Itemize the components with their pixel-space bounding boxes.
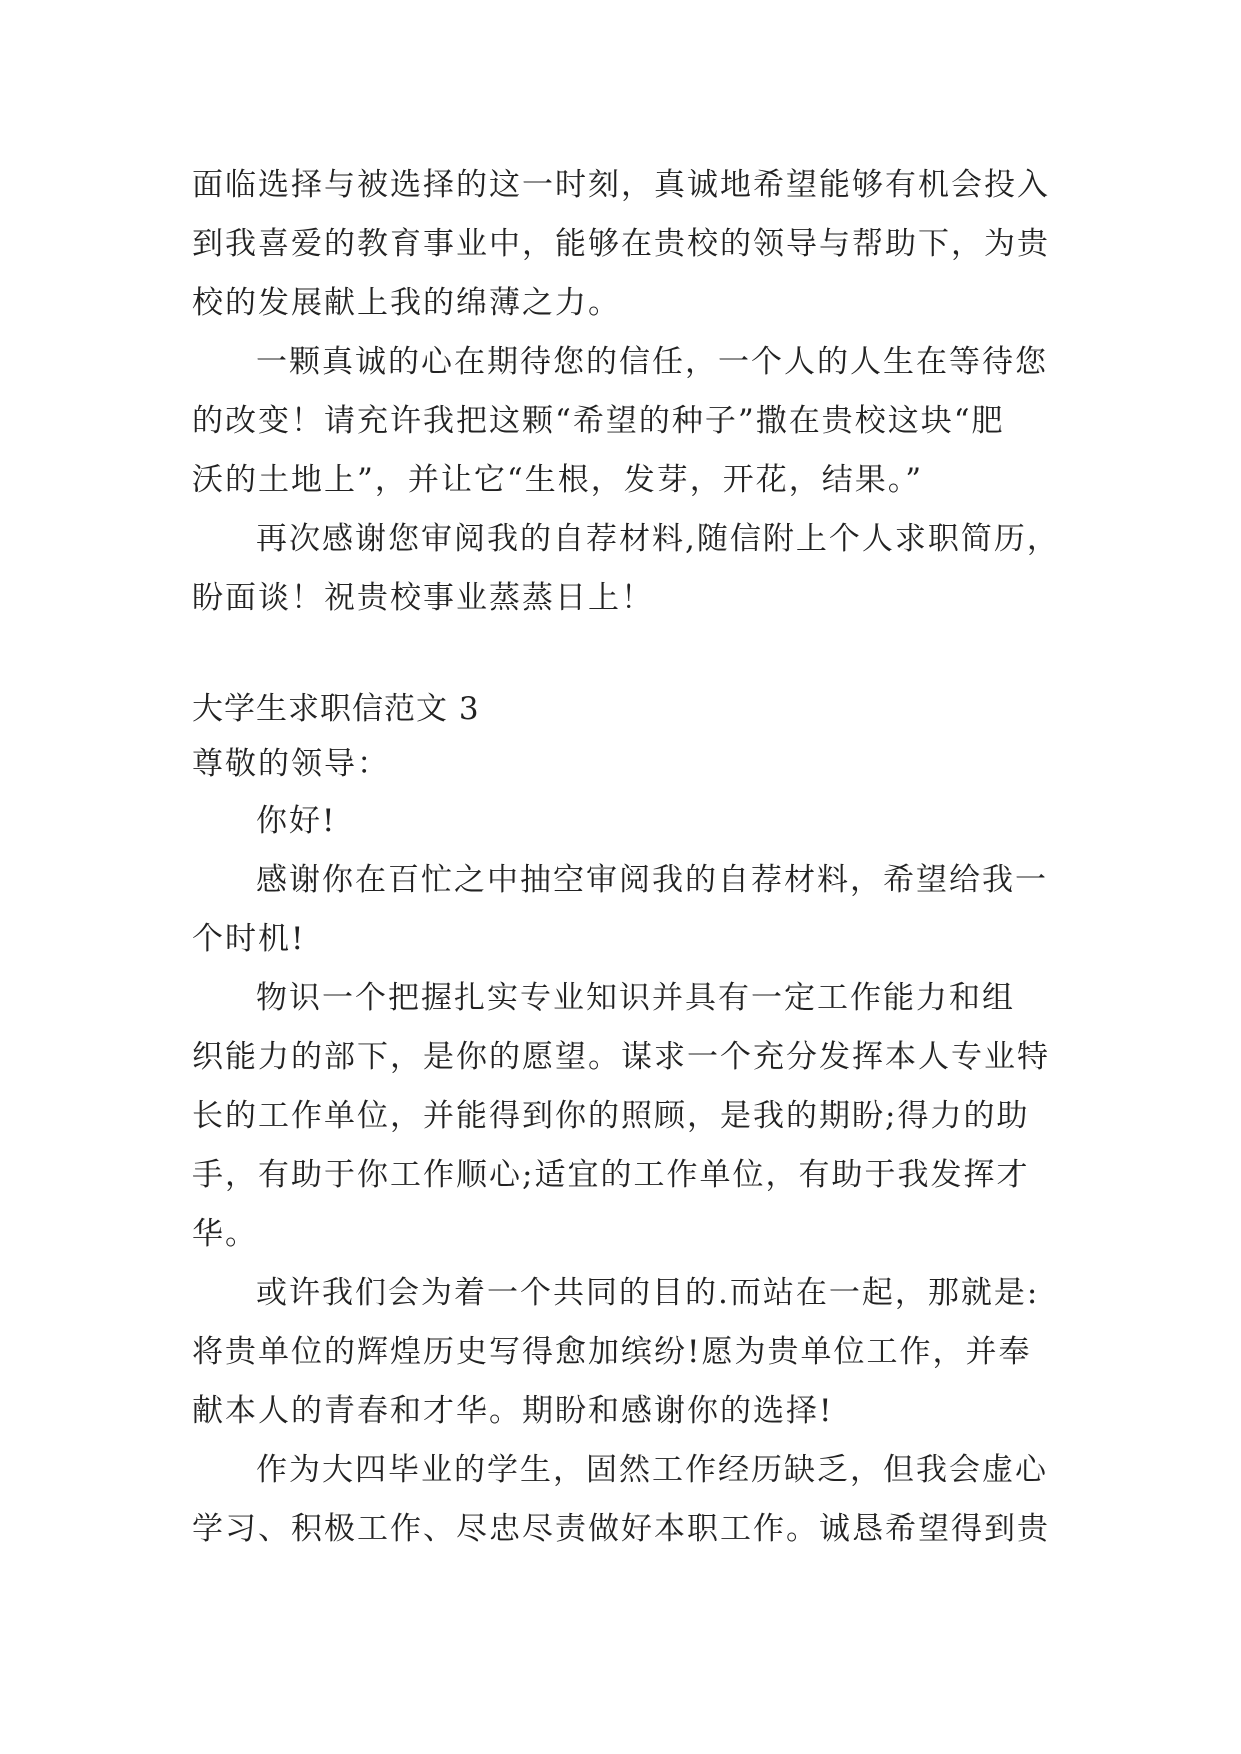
paragraph-line: 再次感谢您审阅我的自荐材料,随信附上个人求职简历， [256, 521, 1060, 557]
paragraph-line: 到我喜爱的教育事业中，能够在贵校的领导与帮助下，为贵 [192, 226, 1050, 262]
paragraph-line: 一颗真诚的心在期待您的信任，一个人的人生在等待您 [256, 344, 1048, 380]
paragraph-line: 长的工作单位，并能得到你的照顾，是我的期盼;得力的助 [192, 1098, 1030, 1134]
salutation: 尊敬的领导： [192, 746, 390, 782]
paragraph-line: 盼面谈！祝贵校事业蒸蒸日上！ [192, 580, 654, 616]
greeting: 你好! [256, 803, 337, 839]
paragraph-line: 面临选择与被选择的这一时刻，真诚地希望能够有机会投入 [192, 167, 1050, 203]
paragraph-line: 沃的土地上”，并让它“生根，发芽，开花，结果。” [192, 462, 924, 498]
section-heading: 大学生求职信范文 3 [192, 691, 480, 727]
paragraph-line: 个时机! [192, 921, 306, 957]
paragraph-line: 手，有助于你工作顺心;适宜的工作单位，有助于我发挥才 [192, 1157, 1030, 1193]
paragraph-line: 感谢你在百忙之中抽空审阅我的自荐材料，希望给我一 [256, 862, 1048, 898]
paragraph-line: 物识一个把握扎实专业知识并具有一定工作能力和组 [256, 980, 1015, 1016]
paragraph-line: 织能力的部下，是你的愿望。谋求一个充分发挥本人专业特 [192, 1039, 1050, 1075]
paragraph-line: 作为大四毕业的学生，固然工作经历缺乏，但我会虚心 [256, 1452, 1048, 1488]
paragraph-line: 华。 [192, 1216, 258, 1252]
paragraph-line: 献本人的青春和才华。期盼和感谢你的选择! [192, 1393, 834, 1429]
paragraph-line: 或许我们会为着一个共同的目的.而站在一起，那就是: [256, 1275, 1040, 1311]
paragraph-line: 校的发展献上我的绵薄之力。 [192, 285, 621, 321]
paragraph-line: 将贵单位的辉煌历史写得愈加缤纷!愿为贵单位工作，并奉 [192, 1334, 1032, 1370]
paragraph-line: 学习、积极工作、尽忠尽责做好本职工作。诚恳希望得到贵 [192, 1511, 1050, 1547]
paragraph-line: 的改变！请充许我把这颗“希望的种子”撒在贵校这块“肥 [192, 403, 1005, 439]
